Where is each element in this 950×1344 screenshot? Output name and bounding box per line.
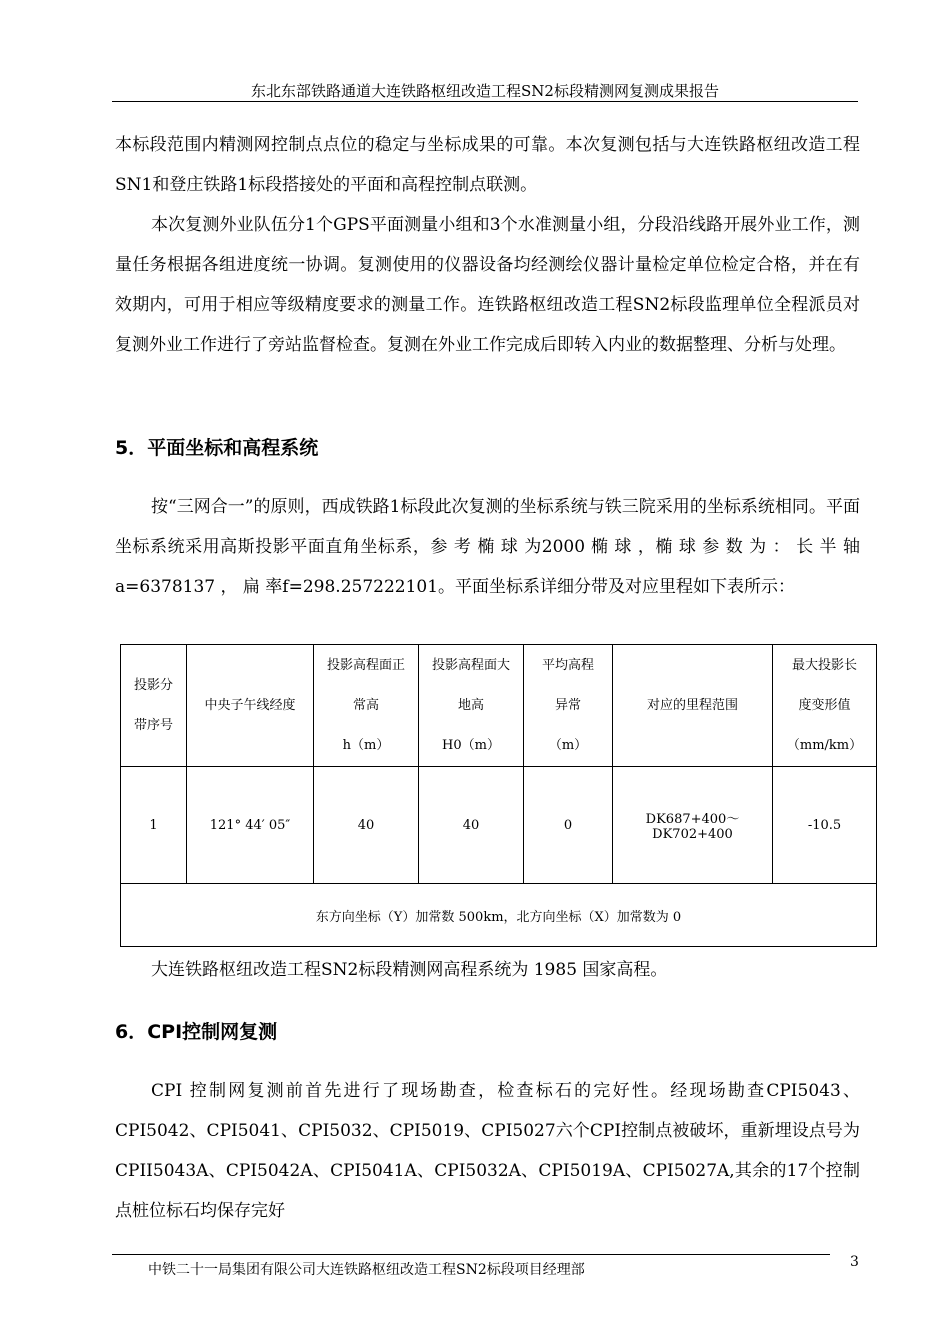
header-cell-geodetic-height: 投影高程面大 地高 H0（m） [419,645,524,767]
footer-rule [112,1254,830,1255]
cell-geodetic-height: 40 [419,767,524,884]
projection-zone-table [120,644,877,947]
header-cell-zone: 投影分 带序号 [121,645,187,767]
table-row [121,767,877,884]
paragraph-coordinate-system: 按“三网合一”的原则，西成铁路1标段此次复测的坐标系统与铁三院采用的坐标系统相同。平面坐标系统采用高斯投影平面直角坐标系，参 考 椭 球 为2000 椭 球 ，椭 球 参 数 为 ： 长 半 轴 a=6378137 ， 扁 率f=298.257222101。平面坐标系详细分带及对应里程如下表所示： [115,497,860,597]
cell-height-anomaly: 0 [524,767,613,884]
section-heading-6: 6．CPI控制网复测 [115,1021,278,1043]
table-header-row [121,645,877,767]
header-rule [112,101,858,102]
running-header: 东北东部铁路通道大连铁路枢纽改造工程SN2标段精测网复测成果报告 [251,82,719,100]
cell-mileage-range: DK687+400～DK702+400 [613,767,773,884]
page-number: 3 [850,1254,859,1270]
header-cell-height-anomaly: 平均高程 异常 （m） [524,645,613,767]
header-cell-meridian: 中央子午线经度 [187,645,314,767]
section-heading-5: 5．平面坐标和高程系统 [115,437,319,459]
cell-max-deformation: -10.5 [773,767,877,884]
header-cell-mileage-range: 对应的里程范围 [613,645,773,767]
cell-zone: 1 [121,767,187,884]
paragraph-field-work: 本次复测外业队伍分1个GPS平面测量小组和3个水准测量小组，分段沿线路开展外业工作，测量任务根据各组进度统一协调。复测使用的仪器设备均经测绘仪器计量检定单位检定合格，并在有效期内，可用于相应等级精度要求的测量工作。连铁路枢纽改造工程SN2标段监理单位全程派员对复测外业工作进行了旁站监督检查。复测在外业工作完成后即转入内业的数据整理、分析与处理。 [115,215,860,355]
footer-company: 中铁二十一局集团有限公司大连铁路枢纽改造工程SN2标段项目经理部 [148,1262,585,1278]
header-cell-normal-height: 投影高程面正 常高 h（m） [314,645,419,767]
cell-normal-height: 40 [314,767,419,884]
paragraph-scope: 本标段范围内精测网控制点点位的稳定与坐标成果的可靠。本次复测包括与大连铁路枢纽改造工程SN1和登庄铁路1标段搭接处的平面和高程控制点联测。 [115,135,860,195]
header-cell-max-deformation: 最大投影长 度变形值 （mm/km） [773,645,877,767]
table-note: 东方向坐标（Y）加常数 500km，北方向坐标（X）加常数为 0 [121,884,877,947]
paragraph-cpi-survey: CPI 控制网复测前首先进行了现场勘查，检查标石的完好性。经现场勘查CPI5043、CPI5042、CPI5041、CPI5032、CPI5019、CPI5027六个CPI控制点被破坏，重新埋设点号为CPII5043A、CPI5042A、CPI5041A、CPI5032A、CPI5019A、CPI5027A,其余的17个控制点桩位标石均保存完好 [115,1081,860,1221]
table-note-row [121,884,877,947]
paragraph-height-system: 大连铁路枢纽改造工程SN2标段精测网高程系统为 1985 国家高程。 [151,960,668,980]
cell-meridian: 121° 44′ 05″ [187,767,314,884]
